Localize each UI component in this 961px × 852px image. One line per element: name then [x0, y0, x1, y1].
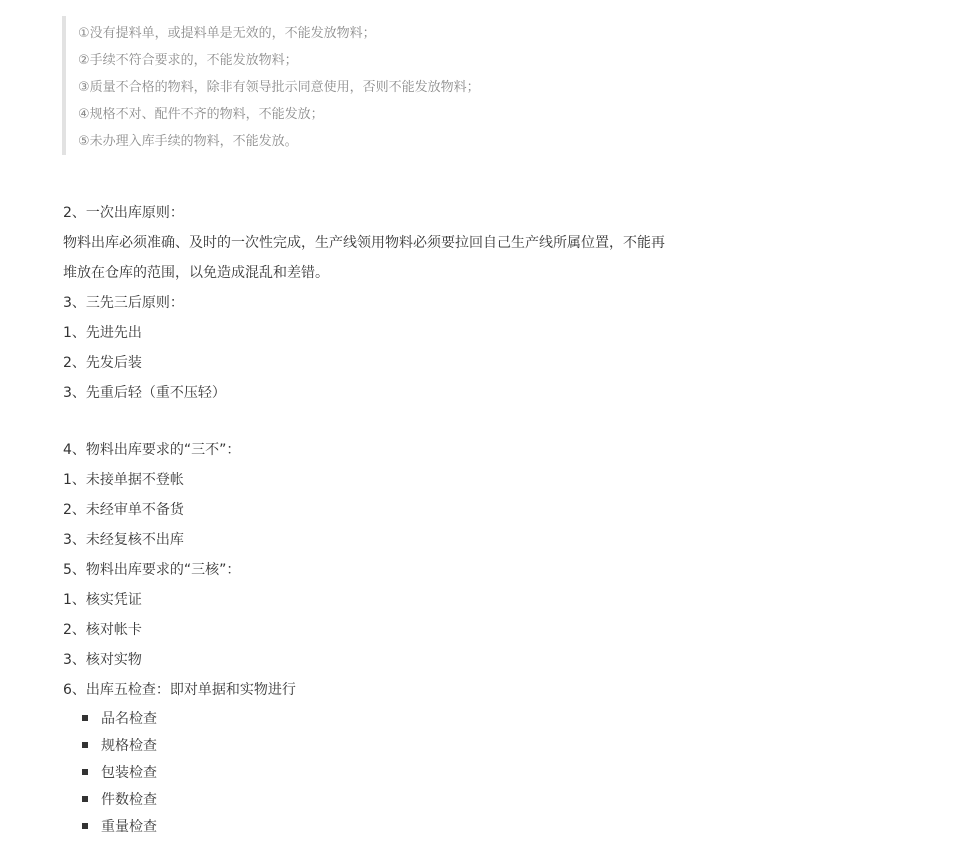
list-item: 2、未经审单不备货: [63, 502, 184, 518]
bullet-text: 品名检查: [101, 711, 157, 727]
square-bullet-icon: [82, 823, 88, 829]
section-heading: 2、一次出库原则：: [63, 205, 184, 221]
quote-block: [62, 16, 766, 155]
quote-line: ②手续不符合要求的，不能发放物料；: [78, 53, 298, 68]
list-item: 3、先重后轻（重不压轻）: [63, 385, 226, 401]
bullet-text: 包装检查: [101, 765, 157, 781]
square-bullet-icon: [82, 769, 88, 775]
list-item: 2、先发后装: [63, 355, 142, 371]
section-heading: 4、物料出库要求的“三不”：: [63, 442, 241, 458]
section-heading: 5、物料出库要求的“三核”：: [63, 562, 241, 578]
section-heading: 3、三先三后原则：: [63, 295, 184, 311]
quote-line: ⑤未办理入库手续的物料，不能发放。: [78, 134, 298, 149]
list-item: 1、核实凭证: [63, 592, 142, 608]
square-bullet-icon: [82, 742, 88, 748]
paragraph-line: 堆放在仓库的范围，以免造成混乱和差错。: [63, 265, 329, 281]
bullet-text: 规格检查: [101, 738, 157, 754]
quote-line: ①没有提料单，或提料单是无效的，不能发放物料；: [78, 26, 376, 41]
square-bullet-icon: [82, 715, 88, 721]
square-bullet-icon: [82, 796, 88, 802]
list-item: 2、核对帐卡: [63, 622, 142, 638]
quote-line: ③质量不合格的物料，除非有领导批示同意使用，否则不能发放物料；: [78, 80, 480, 95]
list-item: 1、先进先出: [63, 325, 142, 341]
section-heading: 6、出库五检查：即对单据和实物进行: [63, 682, 296, 698]
paragraph-line: 物料出库必须准确、及时的一次性完成，生产线领用物料必须要拉回自己生产线所属位置，不能再: [63, 235, 665, 251]
quote-line: ④规格不对、配件不齐的物料，不能发放；: [78, 107, 324, 122]
list-item: 1、未接单据不登帐: [63, 472, 184, 488]
list-item: 3、未经复核不出库: [63, 532, 184, 548]
bullet-text: 件数检查: [101, 792, 157, 808]
bullet-text: 重量检查: [101, 819, 157, 835]
list-item: 3、核对实物: [63, 652, 142, 668]
